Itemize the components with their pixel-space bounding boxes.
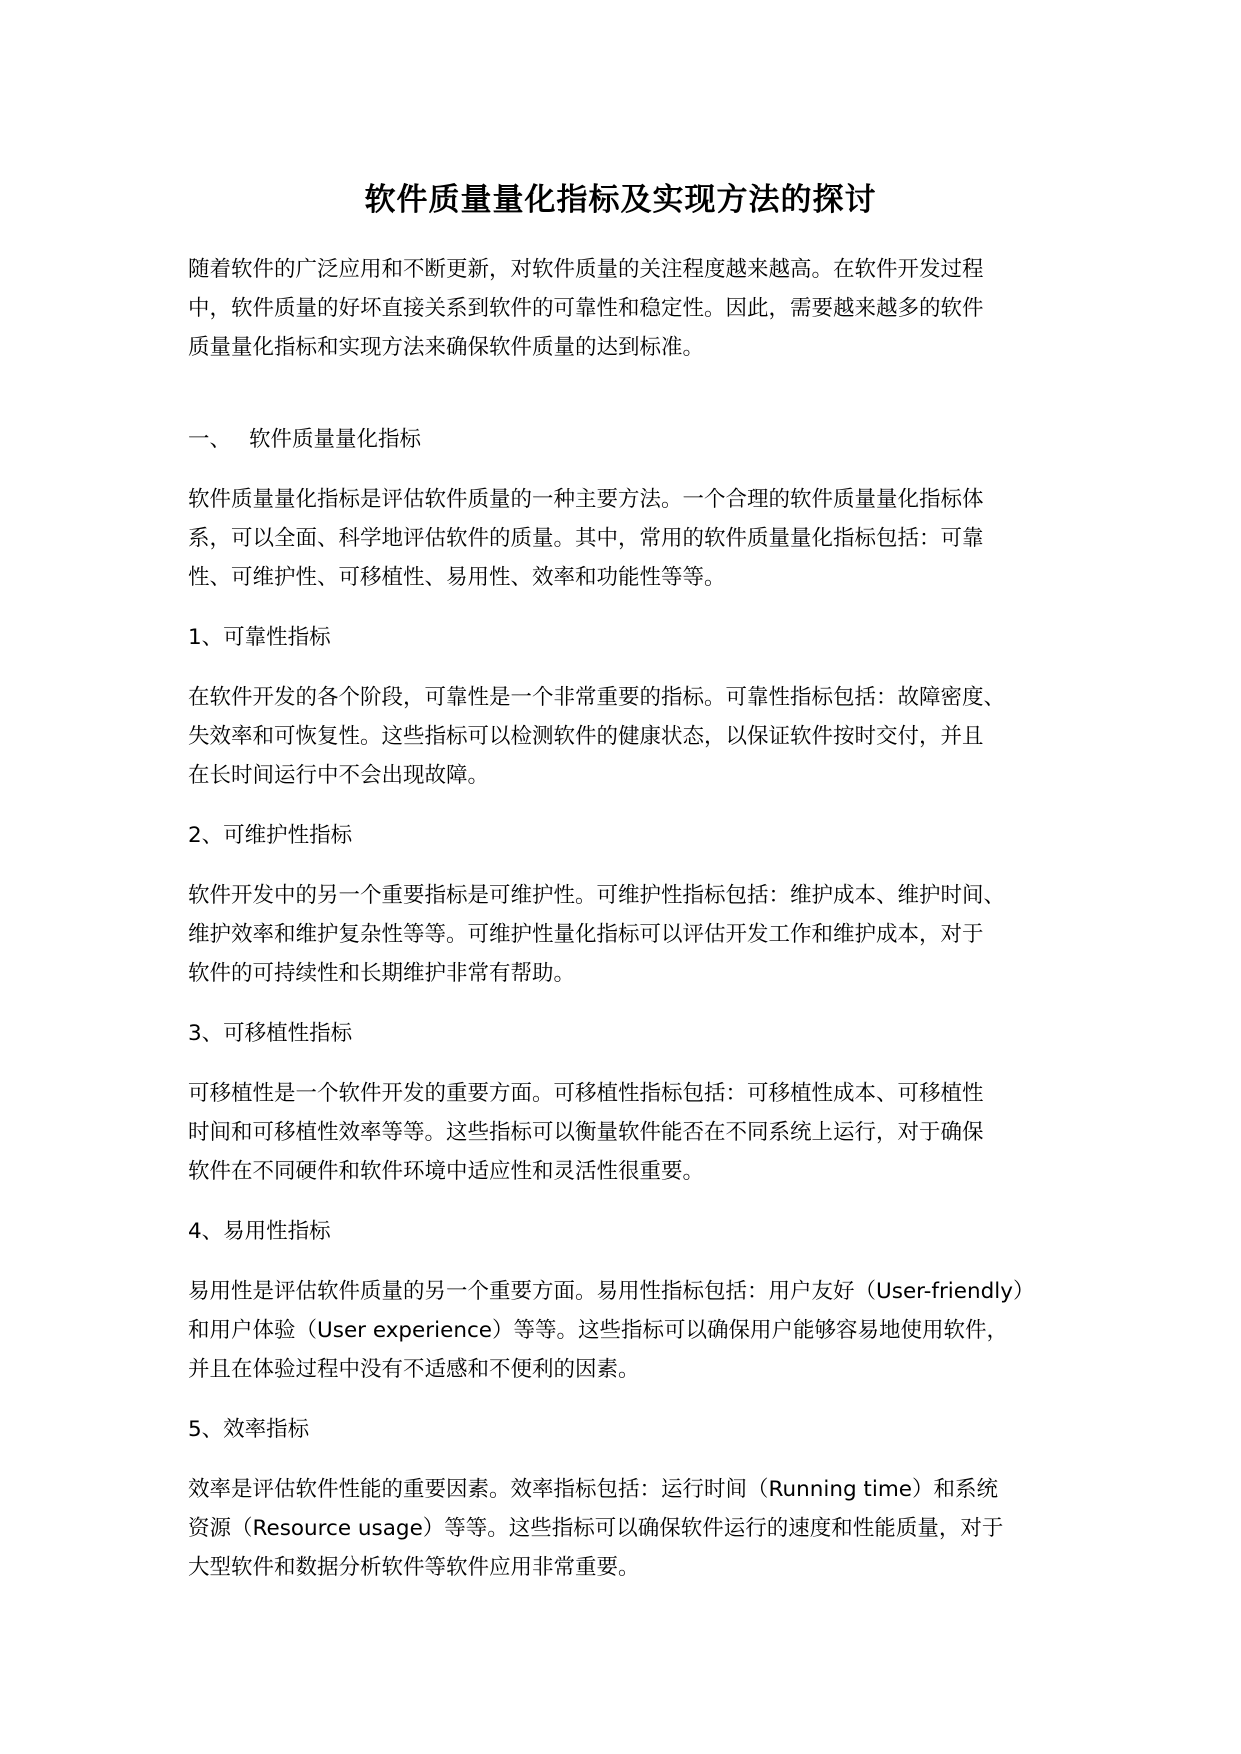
intro-line-1: 随着软件的广泛应用和不断更新，对软件质量的关注程度越来越高。在软件开发过程 [188, 257, 984, 282]
item-4-line-3: 并且在体验过程中没有不适感和不便利的因素。 [188, 1357, 640, 1382]
intro-line-2: 中，软件质量的好坏直接关系到软件的可靠性和稳定性。因此，需要越来越多的软件 [188, 296, 984, 321]
item-4-heading [188, 1212, 1068, 1251]
section-1-line-1: 软件质量量化指标是评估软件质量的一种主要方法。一个合理的软件质量量化指标体 [188, 487, 984, 512]
item-5-line-3: 大型软件和数据分析软件等软件应用非常重要。 [188, 1555, 640, 1580]
item-1-line-3: 在长时间运行中不会出现故障。 [188, 763, 490, 788]
item-5-title: 5、效率指标 [188, 1417, 310, 1442]
item-3-heading [188, 1014, 1068, 1053]
item-1-line-1: 在软件开发的各个阶段，可靠性是一个非常重要的指标。可靠性指标包括：故障密度、 [188, 685, 1006, 710]
item-2-line-3: 软件的可持续性和长期维护非常有帮助。 [188, 961, 576, 986]
section-1-paragraph [188, 480, 1068, 597]
item-2-title: 2、可维护性指标 [188, 823, 353, 848]
item-2-line-1: 软件开发中的另一个重要指标是可维护性。可维护性指标包括：维护成本、维护时间、 [188, 883, 1006, 908]
intro-paragraph [188, 250, 1068, 367]
item-3-title: 3、可移植性指标 [188, 1021, 353, 1046]
document-title: 软件质量量化指标及实现方法的探讨 [364, 182, 877, 218]
item-5-paragraph [188, 1470, 1068, 1587]
item-5-line-2: 资源（Resource usage）等等。这些指标可以确保软件运行的速度和性能质量，对于 [188, 1516, 1004, 1541]
section-1-line-3: 性、可维护性、可移植性、易用性、效率和功能性等等。 [188, 565, 726, 590]
item-2-heading [188, 816, 1068, 855]
item-4-title: 4、易用性指标 [188, 1219, 331, 1244]
item-3-line-1: 可移植性是一个软件开发的重要方面。可移植性指标包括：可移植性成本、可移植性 [188, 1081, 984, 1106]
section-1-number: 一、 [188, 427, 232, 452]
item-5-heading [188, 1410, 1068, 1449]
section-1-heading [188, 420, 1068, 459]
item-1-line-2: 失效率和可恢复性。这些指标可以检测软件的健康状态，以保证软件按时交付，并且 [188, 724, 984, 749]
item-1-paragraph [188, 678, 1068, 795]
item-2-paragraph [188, 876, 1068, 993]
section-1-title: 软件质量量化指标 [249, 427, 422, 452]
item-3-line-2: 时间和可移植性效率等等。这些指标可以衡量软件能否在不同系统上运行，对于确保 [188, 1120, 984, 1145]
section-1-line-2: 系，可以全面、科学地评估软件的质量。其中，常用的软件质量量化指标包括：可靠 [188, 526, 984, 551]
item-1-title: 1、可靠性指标 [188, 625, 331, 650]
item-3-line-3: 软件在不同硬件和软件环境中适应性和灵活性很重要。 [188, 1159, 705, 1184]
item-2-line-2: 维护效率和维护复杂性等等。可维护性量化指标可以评估开发工作和维护成本，对于 [188, 922, 984, 947]
item-1-heading [188, 618, 1068, 657]
item-4-line-2: 和用户体验（User experience）等等。这些指标可以确保用户能够容易地使用软件， [188, 1318, 1009, 1343]
item-5-line-1: 效率是评估软件性能的重要因素。效率指标包括：运行时间（Running time）和系统 [188, 1477, 999, 1502]
item-4-line-1: 易用性是评估软件质量的另一个重要方面。易用性指标包括：用户友好（User-friendly） [188, 1279, 1035, 1304]
item-4-paragraph [188, 1272, 1068, 1389]
item-3-paragraph [188, 1074, 1068, 1191]
intro-line-3: 质量量化指标和实现方法来确保软件质量的达到标准。 [188, 335, 705, 360]
